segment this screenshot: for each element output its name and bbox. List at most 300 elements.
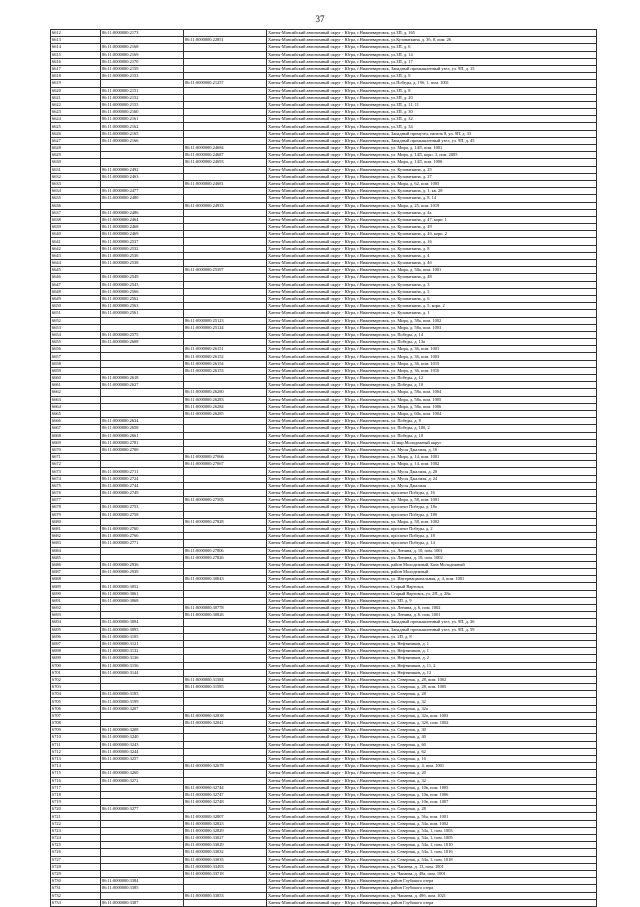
land-cadastral-number-cell: 86:11:0000000:2575 xyxy=(101,331,184,338)
table-row xyxy=(51,849,597,856)
land-cadastral-number-cell: 86:11:0000000:2168 xyxy=(101,44,184,51)
object-cadastral-number-cell xyxy=(184,123,267,130)
land-cadastral-number-cell: 86:11:0000000:2152 xyxy=(101,94,184,101)
row-number-cell: 6674 xyxy=(51,475,101,482)
table-row xyxy=(51,525,597,532)
object-cadastral-number-cell: 86:11:0000000:31584 xyxy=(184,676,267,683)
land-cadastral-number-cell: 86:11:0000000:2161 xyxy=(101,116,184,123)
address-cell: Ханты-Мансийский автономный округ - Югра, г.Нижневартовск, ул. Северная, д. 28, пом. 1005 xyxy=(267,684,597,691)
row-number-cell: 6633 xyxy=(51,180,101,187)
object-cadastral-number-cell xyxy=(184,101,267,108)
address-cell: Ханты-Мансийский автономный округ - Югра, г.Нижневартовск, ул. Мусы Джалиля, д. 16 xyxy=(267,446,597,453)
address-cell: Ханты-Мансийский автономный округ - Югра, г.Нижневартовск, ул. Мира, д. 58, пом. 1002 xyxy=(267,518,597,525)
object-cadastral-number-cell xyxy=(184,525,267,532)
row-number-cell: 6635 xyxy=(51,195,101,202)
address-cell: Ханты-Мансийский автономный округ - Югра, г.Нижневартовск, ул. Мира, д. 14Л, корп. 3, пом. 2005 xyxy=(267,152,597,159)
object-cadastral-number-cell xyxy=(184,137,267,144)
land-cadastral-number-cell xyxy=(101,827,184,834)
row-number-cell: 6711 xyxy=(51,741,101,748)
object-cadastral-number-cell xyxy=(184,295,267,302)
row-number-cell: 6648 xyxy=(51,288,101,295)
table-row xyxy=(51,655,597,662)
row-number-cell: 6683 xyxy=(51,540,101,547)
object-cadastral-number-cell: 86:11:0000000:30778 xyxy=(184,605,267,612)
address-cell: Ханты-Мансийский автономный округ - Югра, г.Нижневартовск, ул. Чапаева, д. 13, пом. 1001 xyxy=(267,863,597,870)
table-row xyxy=(51,878,597,885)
row-number-cell: 6713 xyxy=(51,755,101,762)
table-row xyxy=(51,619,597,626)
row-number-cell: 6728 xyxy=(51,863,101,870)
address-cell: Ханты-Мансийский автономный округ - Югра, г.Нижневартовск, ул. Ленина, д. 10, пом. 1001 xyxy=(267,547,597,554)
address-cell: Ханты-Мансийский автономный округ - Югра, г.Нижневартовск, Западный промышленный узел, ул. 9П, д. 15 xyxy=(267,65,597,72)
table-row xyxy=(51,640,597,647)
object-cadastral-number-cell: 86:11:0000000:24933 xyxy=(184,202,267,209)
object-cadastral-number-cell xyxy=(184,655,267,662)
table-row xyxy=(51,159,597,166)
object-cadastral-number-cell xyxy=(184,274,267,281)
table-row xyxy=(51,605,597,612)
row-number-cell: 6731 xyxy=(51,885,101,892)
address-cell: Ханты-Мансийский автономный округ - Югра, г.Нижневартовск, ул.ЗП, д. 14 xyxy=(267,51,597,58)
row-number-cell: 6650 xyxy=(51,303,101,310)
address-cell: Ханты-Мансийский автономный округ - Югра, г.Нижневартовск, ул. Победы, д. 8 xyxy=(267,418,597,425)
land-cadastral-number-cell xyxy=(101,784,184,791)
row-number-cell: 6616 xyxy=(51,58,101,65)
address-cell: Ханты-Мансийский автономный округ - Югра, г.Нижневартовск, ул. Нефтяников, д. 2 xyxy=(267,655,597,662)
land-cadastral-number-cell xyxy=(101,454,184,461)
address-cell: Ханты-Мансийский автономный округ - Югра, г.Нижневартовск, ул. Победы, д. 13а xyxy=(267,339,597,346)
object-cadastral-number-cell xyxy=(184,640,267,647)
land-cadastral-number-cell: 86:11:0000000:3061 xyxy=(101,590,184,597)
address-cell: Ханты-Мансийский автономный округ - Югра, г.Нижневартовск, проспект Победы, д. 14 xyxy=(267,540,597,547)
address-cell: Ханты-Мансийский автономный округ - Югра, г.Нижневартовск, ул. Кузоваткина, д. 4б xyxy=(267,260,597,267)
address-cell: Ханты-Мансийский автономный округ - Югра, г.Нижневартовск, ул. Кузоваткина, д. 27 xyxy=(267,173,597,180)
address-cell: Ханты-Мансийский автономный округ - Югра, г.Нижневартовск, ул. Победы, д. 10 xyxy=(267,432,597,439)
row-number-cell: 6697 xyxy=(51,640,101,647)
land-cadastral-number-cell: 86:11:0000000:2464 xyxy=(101,216,184,223)
row-number-cell: 6623 xyxy=(51,109,101,116)
row-number-cell: 6675 xyxy=(51,482,101,489)
address-cell: Ханты-Мансийский автономный округ - Югра, г.Нижневартовск, проспект Победы, д. 18а xyxy=(267,504,597,511)
object-cadastral-number-cell: 86:11:0000000:32829 xyxy=(184,827,267,834)
table-row xyxy=(51,389,597,396)
object-cadastral-number-cell: 86:11:0000000:24687 xyxy=(184,152,267,159)
address-cell: Ханты-Мансийский автономный округ - Югра, г.Нижневартовск, район Глубокого озера xyxy=(267,885,597,892)
address-cell: Ханты-Мансийский автономный округ - Югра, г.Нижневартовск, Западный промышленный узел, ул. 9П, д. 45 xyxy=(267,137,597,144)
address-cell: Ханты-Мансийский автономный округ - Югра, г.Нижневартовск, ул. Мусы Джалиля xyxy=(267,482,597,489)
row-number-cell: 6692 xyxy=(51,605,101,612)
land-cadastral-number-cell: 86:11:0000000:2166 xyxy=(101,137,184,144)
object-cadastral-number-cell: 86:11:0000000:26284 xyxy=(184,403,267,410)
table-row xyxy=(51,425,597,432)
row-number-cell: 6640 xyxy=(51,231,101,238)
row-number-cell: 6724 xyxy=(51,835,101,842)
object-cadastral-number-cell: 86:11:0000000:26154 xyxy=(184,360,267,367)
object-cadastral-number-cell: 86:11:0000000:32747 xyxy=(184,791,267,798)
address-cell: Ханты-Мансийский автономный округ - Югра, г.Нижневартовск, ул. Чапаева, д. 49б, пом. 1021 xyxy=(267,892,597,899)
land-cadastral-number-cell xyxy=(101,863,184,870)
land-cadastral-number-cell: 86:11:0000000:3244 xyxy=(101,748,184,755)
object-cadastral-number-cell xyxy=(184,806,267,813)
address-cell: Ханты-Мансийский автономный округ - Югра, г.Нижневартовск, ул. Мира, д. 14, пом. 1001 xyxy=(267,454,597,461)
address-cell: Ханты-Мансийский автономный округ - Югра, г.Нижневартовск, ул. Северная, д. 60 xyxy=(267,741,597,748)
table-row xyxy=(51,626,597,633)
land-cadastral-number-cell: 86:11:0000000:2766 xyxy=(101,533,184,540)
object-cadastral-number-cell: 86:11:0000000:33493 xyxy=(184,863,267,870)
address-cell: Ханты-Мансийский автономный округ - Югра, г.Нижневартовск, ул. Кузоваткина, д. 8, 14 xyxy=(267,195,597,202)
table-row xyxy=(51,446,597,453)
land-cadastral-number-cell: 86:11:0000000:2536 xyxy=(101,252,184,259)
table-row xyxy=(51,899,597,906)
land-cadastral-number-cell: 86:11:0000000:2753 xyxy=(101,504,184,511)
address-cell: Ханты-Мансийский автономный округ - Югра, г.Нижневартовск, ул. Северная, д. 32а, пом. 1003 xyxy=(267,712,597,719)
row-number-cell: 6656 xyxy=(51,346,101,353)
row-number-cell: 6687 xyxy=(51,569,101,576)
address-cell: Ханты-Мансийский автономный округ - Югра, г.Нижневартовск, ул.ЗП, д. 17 xyxy=(267,58,597,65)
land-cadastral-number-cell: 86:11:0000000:2561 xyxy=(101,310,184,317)
row-number-cell: 6673 xyxy=(51,468,101,475)
table-row xyxy=(51,662,597,669)
row-number-cell: 6716 xyxy=(51,777,101,784)
object-cadastral-number-cell xyxy=(184,511,267,518)
land-cadastral-number-cell: 86:11:0000000:3185 xyxy=(101,691,184,698)
row-number-cell: 6645 xyxy=(51,267,101,274)
land-cadastral-number-cell: 86:11:0000000:2549 xyxy=(101,274,184,281)
table-row xyxy=(51,367,597,374)
table-row xyxy=(51,274,597,281)
row-number-cell: 6730 xyxy=(51,878,101,885)
row-number-cell: 6614 xyxy=(51,44,101,51)
row-number-cell: 6698 xyxy=(51,648,101,655)
object-cadastral-number-cell: 86:11:0000000:32041 xyxy=(184,720,267,727)
table-row xyxy=(51,288,597,295)
land-cadastral-number-cell: 86:11:0000000:2151 xyxy=(101,87,184,94)
address-cell: Ханты-Мансийский автономный округ - Югра, г.Нижневартовск, ул. Победы, д. 10б, 2 xyxy=(267,425,597,432)
land-cadastral-number-cell: 86:11:0000000:3095 xyxy=(101,626,184,633)
table-row xyxy=(51,439,597,446)
address-cell: Ханты-Мансийский автономный округ - Югра, г.Нижневартовск, ул. Северная, д. 32 xyxy=(267,698,597,705)
table-row xyxy=(51,30,597,37)
row-number-cell: 6659 xyxy=(51,367,101,374)
row-number-cell: 6634 xyxy=(51,188,101,195)
table-row xyxy=(51,209,597,216)
row-number-cell: 6715 xyxy=(51,770,101,777)
address-cell: Ханты-Мансийский автономный округ - Югра, г.Нижневартовск, ул. Северная, д. 40 xyxy=(267,734,597,741)
object-cadastral-number-cell: 86:11:0000000:25124 xyxy=(184,324,267,331)
row-number-cell: 6651 xyxy=(51,310,101,317)
object-cadastral-number-cell: 86:11:0000000:33853 xyxy=(184,892,267,899)
row-number-cell: 6706 xyxy=(51,705,101,712)
row-number-cell: 6657 xyxy=(51,353,101,360)
table-body xyxy=(51,30,597,907)
object-cadastral-number-cell: 86:11:0000000:25123 xyxy=(184,317,267,324)
row-number-cell: 6695 xyxy=(51,626,101,633)
row-number-cell: 6639 xyxy=(51,224,101,231)
address-cell: Ханты-Мансийский автономный округ - Югра, г.Нижневартовск, ул. Кузоваткина, д. 48 xyxy=(267,274,597,281)
address-cell: Ханты-Мансийский автономный округ - Югра, г.Нижневартовск, ул. Северная, д. 30 xyxy=(267,727,597,734)
address-cell: Ханты-Мансийский автономный округ - Югра, г.Нижневартовск, 12 мкр.Молодежный округ xyxy=(267,439,597,446)
object-cadastral-number-cell xyxy=(184,94,267,101)
row-number-cell: 6672 xyxy=(51,461,101,468)
land-cadastral-number-cell: 86:11:0000000:2170 xyxy=(101,58,184,65)
object-cadastral-number-cell: 86:11:0000000:24684 xyxy=(184,145,267,152)
object-cadastral-number-cell xyxy=(184,288,267,295)
table-row xyxy=(51,73,597,80)
row-number-cell: 6636 xyxy=(51,202,101,209)
land-cadastral-number-cell xyxy=(101,145,184,152)
object-cadastral-number-cell: 86:11:0000000:32038 xyxy=(184,712,267,719)
table-row xyxy=(51,346,597,353)
row-number-cell: 6666 xyxy=(51,418,101,425)
object-cadastral-number-cell xyxy=(184,65,267,72)
address-cell: Ханты-Мансийский автономный округ - Югра, г.Нижневартовск, ул.ЗП, д. 32 xyxy=(267,116,597,123)
row-number-cell: 6688 xyxy=(51,576,101,583)
land-cadastral-number-cell: 86:11:0000000:2939 xyxy=(101,569,184,576)
table-row xyxy=(51,540,597,547)
object-cadastral-number-cell xyxy=(184,245,267,252)
address-cell: Ханты-Мансийский автономный округ - Югра, г.Нижневартовск, ул. Нефтяников, д. 1 xyxy=(267,640,597,647)
land-cadastral-number-cell: 86:11:0000000:2658 xyxy=(101,425,184,432)
land-cadastral-number-cell: 86:11:0000000:2159 xyxy=(101,65,184,72)
row-number-cell: 6652 xyxy=(51,317,101,324)
address-cell: Ханты-Мансийский автономный округ - Югра, г.Нижневартовск, ул. Кузоваткина, д. 1 xyxy=(267,310,597,317)
object-cadastral-number-cell xyxy=(184,597,267,604)
row-number-cell: 6684 xyxy=(51,547,101,554)
table-row xyxy=(51,454,597,461)
land-cadastral-number-cell: 86:11:0000000:3240 xyxy=(101,734,184,741)
row-number-cell: 6632 xyxy=(51,173,101,180)
land-cadastral-number-cell xyxy=(101,849,184,856)
row-number-cell: 6647 xyxy=(51,281,101,288)
object-cadastral-number-cell xyxy=(184,691,267,698)
row-number-cell: 6705 xyxy=(51,698,101,705)
row-number-cell: 6668 xyxy=(51,432,101,439)
land-cadastral-number-cell: 86:11:0000000:2492 xyxy=(101,166,184,173)
object-cadastral-number-cell xyxy=(184,475,267,482)
address-cell: Ханты-Мансийский автономный округ - Югра, г.Нижневартовск, проспект Победы, д. 16 xyxy=(267,490,597,497)
table-row xyxy=(51,396,597,403)
object-cadastral-number-cell: 86:11:0000000:30826 xyxy=(184,612,267,619)
address-cell: Ханты-Мансийский автономный округ - Югра, г.Нижневартовск, ул. Северная, д. 54а, 1, пом. 1018 xyxy=(267,856,597,863)
address-cell: Ханты-Мансийский автономный округ - Югра, г.Нижневартовск, ул.ЗП, д. 6 xyxy=(267,44,597,51)
land-cadastral-number-cell: 86:11:0000000:2700 xyxy=(101,446,184,453)
land-cadastral-number-cell xyxy=(101,791,184,798)
table-row xyxy=(51,720,597,727)
land-cadastral-number-cell: 86:11:0000000:2538 xyxy=(101,260,184,267)
address-cell: Ханты-Мансийский автономный округ - Югра, г.Нижневартовск, ул. Северная, д. 16 xyxy=(267,755,597,762)
land-cadastral-number-cell: 86:11:0000000:2155 xyxy=(101,101,184,108)
address-cell: Ханты-Мансийский автономный округ - Югра, г.Нижневартовск, Западный промышленный узел, ул. 9П, д. 59 xyxy=(267,626,597,633)
land-cadastral-number-cell xyxy=(101,403,184,410)
row-number-cell: 6681 xyxy=(51,525,101,532)
land-cadastral-number-cell: 86:11:0000000:3199 xyxy=(101,698,184,705)
object-cadastral-number-cell xyxy=(184,209,267,216)
object-cadastral-number-cell: 86:11:0000000:27505 xyxy=(184,497,267,504)
address-cell: Ханты-Мансийский автономный округ - Югра, г.Нижневартовск, ул. Кузоваткина, д. 6 xyxy=(267,295,597,302)
address-cell: Ханты-Мансийский автономный округ - Югра, г.Нижневартовск, ул.ЗП, д. 30 xyxy=(267,109,597,116)
cadastral-register-table xyxy=(50,29,597,907)
row-number-cell: 6718 xyxy=(51,791,101,798)
object-cadastral-number-cell: 86:11:0000000:21257 xyxy=(184,80,267,87)
table-row xyxy=(51,51,597,58)
table-row xyxy=(51,791,597,798)
land-cadastral-number-cell xyxy=(101,547,184,554)
address-cell: Ханты-Мансийский автономный округ - Югра, г.Нижневартовск, ул. Победы, д. 14 xyxy=(267,331,597,338)
table-row xyxy=(51,245,597,252)
object-cadastral-number-cell: 86:11:0000000:32744 xyxy=(184,784,267,791)
land-cadastral-number-cell xyxy=(101,892,184,899)
table-row xyxy=(51,382,597,389)
address-cell: Ханты-Мансийский автономный округ - Югра, г.Нижневартовск, Старый Вартовск xyxy=(267,583,597,590)
land-cadastral-number-cell xyxy=(101,842,184,849)
land-cadastral-number-cell: 86:11:0000000:2469 xyxy=(101,231,184,238)
table-row xyxy=(51,533,597,540)
address-cell: Ханты-Мансийский автономный округ - Югра, г.Нижневартовск, Старый Вартовск, ул. 2П, д. 28а xyxy=(267,590,597,597)
address-cell: Ханты-Мансийский автономный округ - Югра, г.Нижневартовск, ул.ЗП, д. 165 xyxy=(267,30,597,37)
table-row xyxy=(51,741,597,748)
table-row xyxy=(51,597,597,604)
row-number-cell: 6733 xyxy=(51,899,101,906)
table-row xyxy=(51,475,597,482)
table-row xyxy=(51,698,597,705)
address-cell: Ханты-Мансийский автономный округ - Югра, г.Нижневартовск, ул. Мира, д. 58а, пом. 1005 xyxy=(267,396,597,403)
object-cadastral-number-cell xyxy=(184,741,267,748)
address-cell: Ханты-Мансийский автономный округ - Югра, г.Нижневартовск, Западный промузел, панель 8, ул. 9П, д. 33 xyxy=(267,130,597,137)
land-cadastral-number-cell xyxy=(101,410,184,417)
address-cell: Ханты-Мансийский автономный округ - Югра, г.Нижневартовск, ул. Ленина, д. 6, пом. 1001 xyxy=(267,612,597,619)
address-cell: Ханты-Мансийский автономный округ - Югра, г.Нижневартовск, ул. Кузоваткина, д. 1, кв. 28 xyxy=(267,188,597,195)
table-row xyxy=(51,870,597,877)
row-number-cell: 6693 xyxy=(51,612,101,619)
row-number-cell: 6701 xyxy=(51,669,101,676)
table-row xyxy=(51,109,597,116)
land-cadastral-number-cell: 86:11:0000000:2618 xyxy=(101,375,184,382)
row-number-cell: 6667 xyxy=(51,425,101,432)
table-row xyxy=(51,94,597,101)
land-cadastral-number-cell xyxy=(101,813,184,820)
row-number-cell: 6618 xyxy=(51,73,101,80)
address-cell: Ханты-Мансийский автономный округ - Югра, г.Нижневартовск, ул. Мира, д. 58а, пом. 1004 xyxy=(267,389,597,396)
row-number-cell: 6641 xyxy=(51,238,101,245)
table-row xyxy=(51,684,597,691)
address-cell: Ханты-Мансийский автономный округ - Югра, г.Нижневартовск, ул. Мира, д. 36, пом. 1016 xyxy=(267,367,597,374)
row-number-cell: 6714 xyxy=(51,763,101,770)
land-cadastral-number-cell: 86:11:0000000:3277 xyxy=(101,806,184,813)
object-cadastral-number-cell xyxy=(184,195,267,202)
table-row xyxy=(51,820,597,827)
table-row xyxy=(51,799,597,806)
row-number-cell: 6712 xyxy=(51,748,101,755)
object-cadastral-number-cell xyxy=(184,669,267,676)
table-row xyxy=(51,892,597,899)
address-cell: Ханты-Мансийский автономный округ - Югра, г.Нижневартовск, ул. Интернациональная, д. 4, пом. 1001 xyxy=(267,576,597,583)
object-cadastral-number-cell xyxy=(184,583,267,590)
address-cell: Ханты-Мансийский автономный округ - Югра, г.Нижневартовск, ул. Кузоваткина, д. 5, корп. 2 xyxy=(267,303,597,310)
table-row xyxy=(51,375,597,382)
address-cell: Ханты-Мансийский автономный округ - Югра, г.Нижневартовск, ул. Северная, д. 10в, пом. 1007 xyxy=(267,799,597,806)
table-row xyxy=(51,856,597,863)
object-cadastral-number-cell xyxy=(184,885,267,892)
row-number-cell: 6721 xyxy=(51,813,101,820)
land-cadastral-number-cell: 86:11:0000000:2160 xyxy=(101,109,184,116)
land-cadastral-number-cell: 86:11:0000000:2153 xyxy=(101,73,184,80)
land-cadastral-number-cell: 86:11:0000000:3387 xyxy=(101,899,184,906)
table-row xyxy=(51,281,597,288)
land-cadastral-number-cell xyxy=(101,497,184,504)
object-cadastral-number-cell xyxy=(184,540,267,547)
address-cell: Ханты-Мансийский автономный округ - Югра, г.Нижневартовск, ул. Мира, д. 60а, пом. 1004 xyxy=(267,410,597,417)
table-row xyxy=(51,497,597,504)
land-cadastral-number-cell xyxy=(101,80,184,87)
table-row xyxy=(51,37,597,44)
land-cadastral-number-cell xyxy=(101,554,184,561)
land-cadastral-number-cell: 86:11:0000000:2532 xyxy=(101,245,184,252)
object-cadastral-number-cell: 86:11:0000000:27066 xyxy=(184,454,267,461)
row-number-cell: 6708 xyxy=(51,720,101,727)
address-cell: Ханты-Мансийский автономный округ - Югра, г.Нижневартовск, ул. Северная, д. 10в, пом. 1006 xyxy=(267,791,597,798)
table-row xyxy=(51,727,597,734)
address-cell: Ханты-Мансийский автономный округ - Югра, г.Нижневартовск, ул. Кузоваткина, д. 4 xyxy=(267,252,597,259)
land-cadastral-number-cell: 86:11:0000000:2634 xyxy=(101,418,184,425)
table-row xyxy=(51,763,597,770)
object-cadastral-number-cell xyxy=(184,899,267,906)
object-cadastral-number-cell: 86:11:0000000:25397 xyxy=(184,267,267,274)
table-row xyxy=(51,669,597,676)
address-cell: Ханты-Мансийский автономный округ - Югра, г.Нижневартовск, ул. Мусы Джалиля, д. 20 xyxy=(267,468,597,475)
object-cadastral-number-cell xyxy=(184,252,267,259)
address-cell: Ханты-Мансийский автономный округ - Югра, г.Нижневартовск, ул. Северная, д. 10в, пом. 1005 xyxy=(267,784,597,791)
table-row xyxy=(51,518,597,525)
object-cadastral-number-cell: 86:11:0000000:30043 xyxy=(184,576,267,583)
table-row xyxy=(51,576,597,583)
land-cadastral-number-cell: 86:11:0000000:3207 xyxy=(101,705,184,712)
table-row xyxy=(51,331,597,338)
table-row xyxy=(51,432,597,439)
row-number-cell: 6709 xyxy=(51,727,101,734)
land-cadastral-number-cell xyxy=(101,180,184,187)
table-row xyxy=(51,676,597,683)
land-cadastral-number-cell: 86:11:0000000:3068 xyxy=(101,597,184,604)
table-row xyxy=(51,633,597,640)
land-cadastral-number-cell: 86:11:0000000:2477 xyxy=(101,188,184,195)
object-cadastral-number-cell: 86:11:0000000:32678 xyxy=(184,763,267,770)
object-cadastral-number-cell xyxy=(184,446,267,453)
land-cadastral-number-cell: 86:11:0000000:3144 xyxy=(101,669,184,676)
object-cadastral-number-cell xyxy=(184,166,267,173)
table-row xyxy=(51,705,597,712)
row-number-cell: 6615 xyxy=(51,51,101,58)
row-number-cell: 6703 xyxy=(51,684,101,691)
address-cell: Ханты-Мансийский автономный округ - Югра, г.Нижневартовск, ул. Мира, д. 58а, пом. 1006 xyxy=(267,403,597,410)
land-cadastral-number-cell xyxy=(101,712,184,719)
table-row xyxy=(51,224,597,231)
row-number-cell: 6646 xyxy=(51,274,101,281)
land-cadastral-number-cell: 86:11:0000000:2486 xyxy=(101,209,184,216)
table-row xyxy=(51,173,597,180)
address-cell: Ханты-Мансийский автономный округ - Югра, г.Нижневартовск, ул. Нефтяников, д. 11, 2 xyxy=(267,662,597,669)
row-number-cell: 6653 xyxy=(51,324,101,331)
land-cadastral-number-cell: 86:11:0000000:2173 xyxy=(101,30,184,37)
address-cell: Ханты-Мансийский автономный округ - Югра, г.Нижневартовск, ул.Кузоваткина, д. 3б, 8, пом. 26 xyxy=(267,37,597,44)
object-cadastral-number-cell xyxy=(184,382,267,389)
row-number-cell: 6676 xyxy=(51,490,101,497)
table-row xyxy=(51,691,597,698)
land-cadastral-number-cell: 86:11:0000000:2165 xyxy=(101,130,184,137)
table-row xyxy=(51,317,597,324)
table-row xyxy=(51,612,597,619)
page-number: 37 xyxy=(315,14,325,24)
object-cadastral-number-cell xyxy=(184,87,267,94)
